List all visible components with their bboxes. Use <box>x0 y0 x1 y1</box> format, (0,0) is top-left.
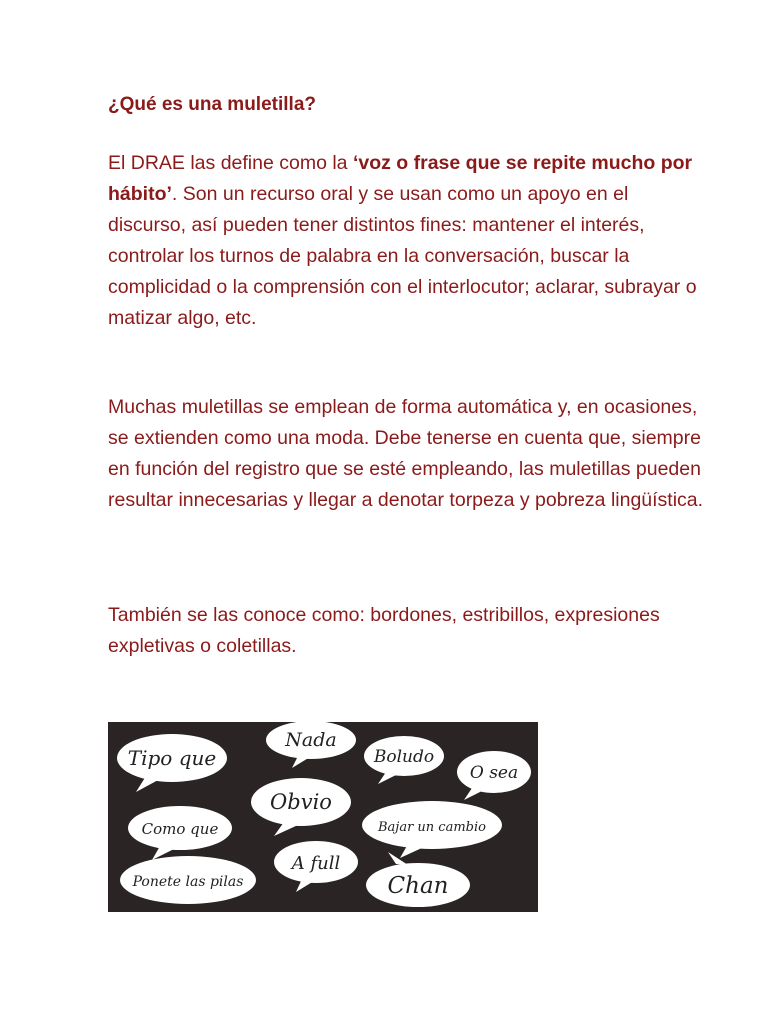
speech-bubbles-image <box>108 722 538 912</box>
bubble-label: Nada <box>285 729 337 751</box>
paragraph-usage: Muchas muletillas se emplean de forma automática y, en ocasiones, se extienden como una moda. Debe tenerse en cuenta que, siempre en función del registro que se esté empleando, las muletillas pueden resultar innecesarias y llegar a denotar torpeza y pobreza lingüística. <box>108 396 704 511</box>
bubble-label: Bajar un cambio <box>378 820 486 835</box>
bubble-label: A full <box>291 853 341 874</box>
bubble-label: Como que <box>141 820 219 838</box>
paragraph-definition <box>108 148 708 334</box>
bubble-label: Ponete las pilas <box>132 874 244 890</box>
paragraph-synonyms: También se las conoce como: bordones, estribillos, expresiones expletivas o coletillas. <box>108 604 660 657</box>
page-title: ¿Qué es una muletilla? <box>108 94 316 115</box>
bubble-ponete-las-pilas <box>120 856 256 904</box>
definition-intro: El DRAE las define como la <box>108 152 353 174</box>
bubble-label: Chan <box>387 873 449 899</box>
definition-rest: . Son un recurso oral y se usan como un apoyo en el discurso, así pueden tener distintos fines: mantener el interés, controlar los turnos de palabra en la conversación, buscar la complicidad o la comprensión con el interlocutor; aclarar, subrayar o matizar algo, etc. <box>108 183 697 329</box>
bubble-label: O sea <box>469 763 519 783</box>
bubble-label: Boludo <box>373 747 435 767</box>
bubble-label: Obvio <box>270 790 332 814</box>
definition-quote: ‘voz o frase que se repite mucho por hábito’ <box>108 152 693 205</box>
bubble-label: Tipo que <box>127 746 217 770</box>
